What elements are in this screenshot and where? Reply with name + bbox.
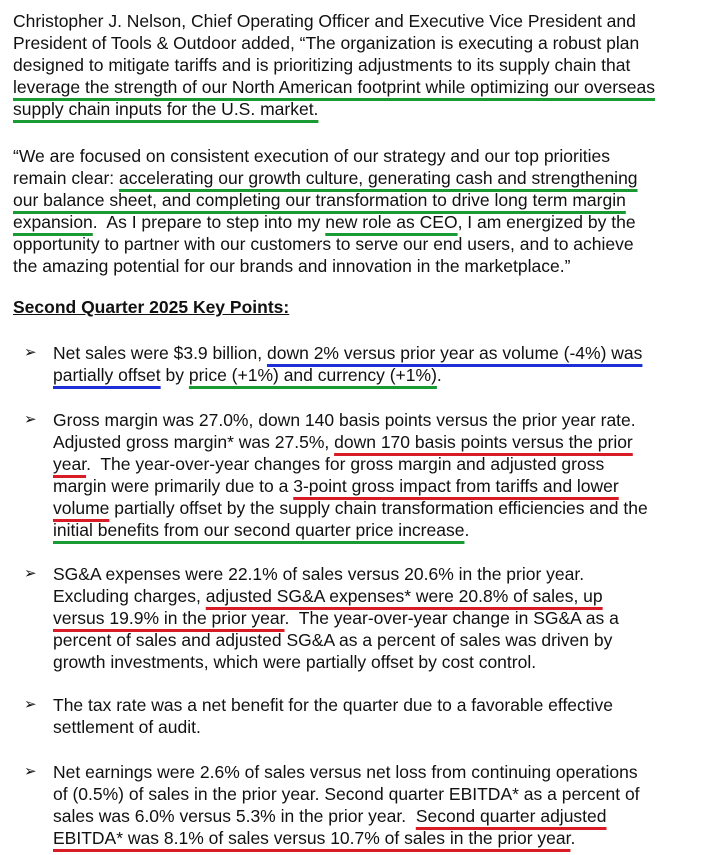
quote2-line-5: opportunity to partner with our customers to serve our end users, and to achieve xyxy=(13,234,634,254)
bullet2-line-4: margin were primarily due to a 3-point gross impact from tariffs and lower xyxy=(53,476,619,496)
highlight-blue: down 2% versus prior year as volume (-4%) was xyxy=(267,343,643,363)
highlight-green: supply chain inputs for the U.S. market. xyxy=(13,99,319,119)
bullet5-line-1: Net earnings were 2.6% of sales versus net loss from continuing operations xyxy=(53,762,638,782)
bullet3-line-5: growth investments, which were partially offset by cost control. xyxy=(53,652,537,672)
arrow-bullet-icon: ➢ xyxy=(24,411,37,428)
bullet3-line-3: versus 19.9% in the prior year. The year-over-year change in SG&A as a xyxy=(53,608,619,628)
bullet1-line-2: partially offset by price (+1%) and currency (+1%). xyxy=(53,365,442,385)
highlight-red: Second quarter adjusted xyxy=(415,806,607,826)
arrow-bullet-icon: ➢ xyxy=(24,344,37,361)
highlight-red: year xyxy=(53,454,87,474)
arrow-bullet-icon: ➢ xyxy=(24,565,37,582)
bullet2-line-2: Adjusted gross margin* was 27.5%, down 170 basis points versus the prior xyxy=(53,432,633,452)
bullet3-line-1: SG&A expenses were 22.1% of sales versus 20.6% in the prior year. xyxy=(53,564,585,584)
highlight-green: our balance sheet, and completing our transformation to drive long term margin xyxy=(13,190,626,210)
quote-line-5 xyxy=(13,98,318,120)
quote2-line-2: remain clear: accelerating our growth culture, generating cash and strengthening xyxy=(13,168,638,188)
highlight-red: 3-point gross impact from tariffs and lower xyxy=(293,476,619,496)
bullet5-line-4: EBITDA* was 8.1% of sales versus 10.7% of sales in the prior year. xyxy=(53,828,576,848)
arrow-bullet-icon: ➢ xyxy=(24,696,37,713)
bullet4-line-2: settlement of audit. xyxy=(53,717,201,737)
bullet2-line-1: Gross margin was 27.0%, down 140 basis points versus the prior year rate. xyxy=(53,410,636,430)
highlight-red: volume xyxy=(53,498,110,518)
highlight-green: price (+1%) and currency (+1%) xyxy=(188,365,437,385)
quote2-line-4: expansion. As I prepare to step into my new role as CEO, I am energized by the xyxy=(13,212,636,232)
highlight-red: down 170 basis points versus the prior xyxy=(334,432,633,452)
highlight-green: expansion xyxy=(13,212,93,232)
highlight-red: versus 19.9% in the prior year xyxy=(53,608,285,628)
bullet2-line-6: initial benefits from our second quarter price increase. xyxy=(53,520,470,540)
quote-line-4 xyxy=(13,76,655,98)
bullet5-line-2: of (0.5%) of sales in the prior year. Second quarter EBITDA* as a percent of xyxy=(53,784,640,804)
bullet4-line-1: The tax rate was a net benefit for the quarter due to a favorable effective xyxy=(53,695,614,715)
highlight-red: EBITDA* was 8.1% of sales versus 10.7% of sales in the prior year xyxy=(53,828,571,848)
highlight-green: accelerating our growth culture, generating cash and strengthening xyxy=(119,168,638,188)
bullet2-line-5: volume partially offset by the supply chain transformation efficiencies and the xyxy=(53,498,648,518)
bullet3-line-4: percent of sales and adjusted SG&A as a percent of sales was driven by xyxy=(53,630,613,650)
bullet1-line-1: Net sales were $3.9 billion, down 2% versus prior year as volume (-4%) was xyxy=(53,343,643,363)
quote2-line-6: the amazing potential for our brands and innovation in the marketplace.” xyxy=(13,256,571,276)
highlight-blue: partially offset xyxy=(53,365,161,385)
highlight-green: leverage the strength of our North American footprint while optimizing our overseas xyxy=(13,77,655,97)
bullet5-line-3: sales was 6.0% versus 5.3% in the prior year. Second quarter adjusted xyxy=(53,806,607,826)
quote2-line-3 xyxy=(13,189,626,211)
arrow-bullet-icon: ➢ xyxy=(24,763,37,780)
highlight-green: initial benefits from our second quarter price increase xyxy=(53,520,465,540)
quote-line-3: designed to mitigate tariffs and is prioritizing adjustments to its supply chain that xyxy=(13,55,631,75)
highlight-red: adjusted SG&A expenses* were 20.8% of sales, up xyxy=(205,586,603,606)
section-heading: Second Quarter 2025 Key Points: xyxy=(13,297,290,317)
highlight-green: new role as CEO xyxy=(325,212,458,232)
quote-line-1: Christopher J. Nelson, Chief Operating Officer and Executive Vice President and xyxy=(13,11,636,31)
bullet3-line-2: Excluding charges, adjusted SG&A expenses* were 20.8% of sales, up xyxy=(53,586,603,606)
quote-line-2: President of Tools & Outdoor added, “The organization is executing a robust plan xyxy=(13,33,640,53)
quote2-line-1: “We are focused on consistent execution of our strategy and our top priorities xyxy=(13,146,610,166)
bullet2-line-3: year. The year-over-year changes for gross margin and adjusted gross xyxy=(53,454,605,474)
